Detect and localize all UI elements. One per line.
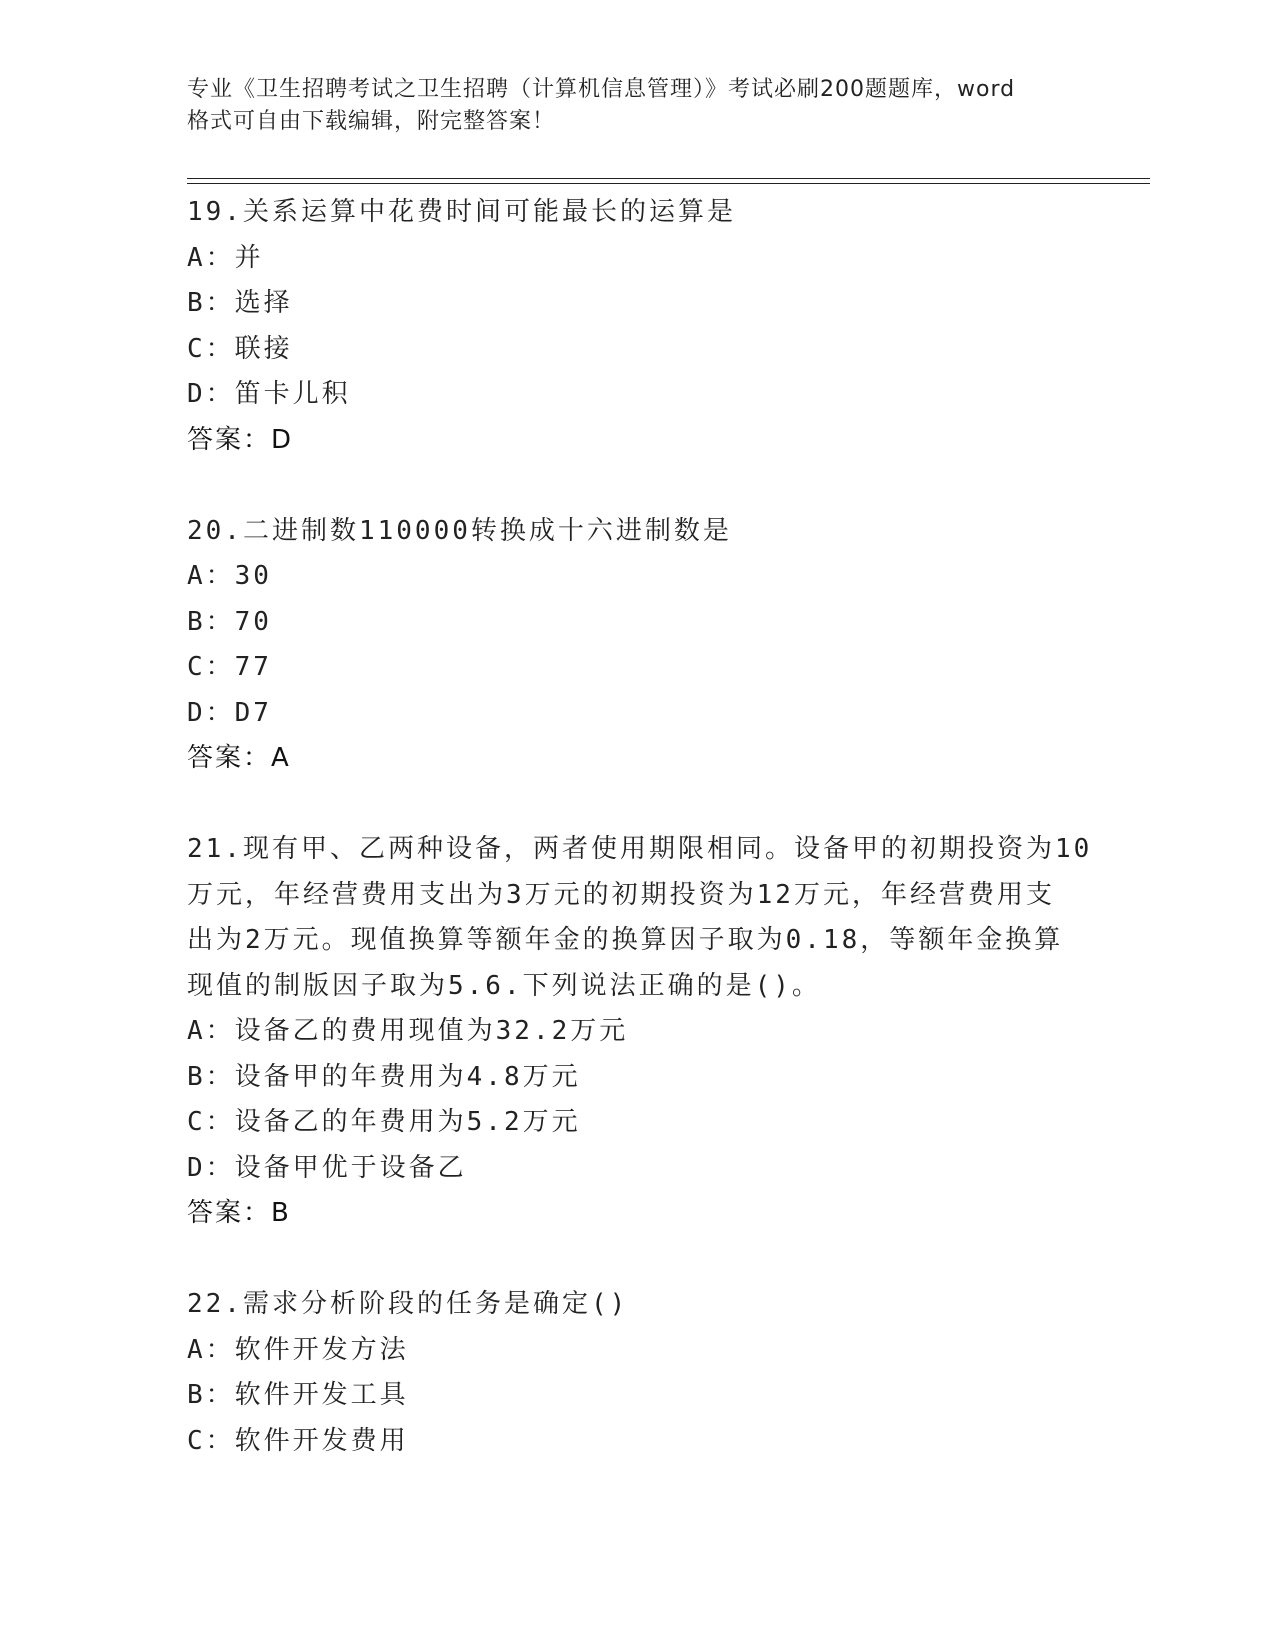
question-stem-line-2: 万元，年经营费用支出为3万元的初期投资为12万元，年经营费用支 [187,879,1055,910]
option-c: C：设备乙的年费用为5.2万元 [187,1107,581,1137]
option-c: C：77 [187,652,272,682]
question-stem-line-4: 现值的制版因子取为5.6.下列说法正确的是()。 [187,970,821,1001]
option-a: A：并 [187,242,264,273]
header-line-1: 专业《卫生招聘考试之卫生招聘（计算机信息管理）》考试必刷200题题库，word [187,77,1016,102]
answer-label: 答案：A [187,743,291,773]
question-20 [187,509,1087,782]
option-a: A：设备乙的费用现值为32.2万元 [187,1016,629,1046]
option-a: A：软件开发方法 [187,1334,409,1365]
question-22 [187,1282,1087,1464]
question-spacer [187,782,1087,828]
option-a: A：30 [187,561,272,591]
header-divider-bottom [187,183,1150,184]
option-d: D：设备甲优于设备乙 [187,1152,467,1183]
answer-label: 答案：B [187,1198,291,1228]
option-b: B：设备甲的年费用为4.8万元 [187,1061,581,1092]
question-stem: 20.二进制数110000转换成十六进制数是 [187,515,732,546]
header-divider-top [187,178,1150,179]
option-b: B：软件开发工具 [187,1380,409,1410]
question-stem-line-1: 21.现有甲、乙两种设备，两者使用期限相同。设备甲的初期投资为10 [187,834,1093,864]
answer-label: 答案：D [187,424,294,455]
question-21 [187,827,1093,1237]
document-header [187,74,1087,138]
question-stem: 19.关系运算中花费时间可能最长的运算是 [187,197,736,227]
question-list [187,190,1093,1464]
header-line-2: 格式可自由下载编辑，附完整答案！ [187,109,556,134]
option-b: B：选择 [187,288,293,318]
question-spacer [187,463,1087,509]
question-stem-line-3: 出为2万元。现值换算等额年金的换算因子取为0.18，等额年金换算 [187,925,1064,955]
option-d: D：笛卡儿积 [187,379,351,409]
question-spacer [187,1237,1087,1283]
option-d: D：D7 [187,697,272,728]
option-c: C：联接 [187,333,293,364]
question-19 [187,190,1087,463]
option-c: C：软件开发费用 [187,1425,409,1456]
option-b: B：70 [187,606,272,637]
question-stem: 22.需求分析阶段的任务是确定() [187,1289,629,1319]
